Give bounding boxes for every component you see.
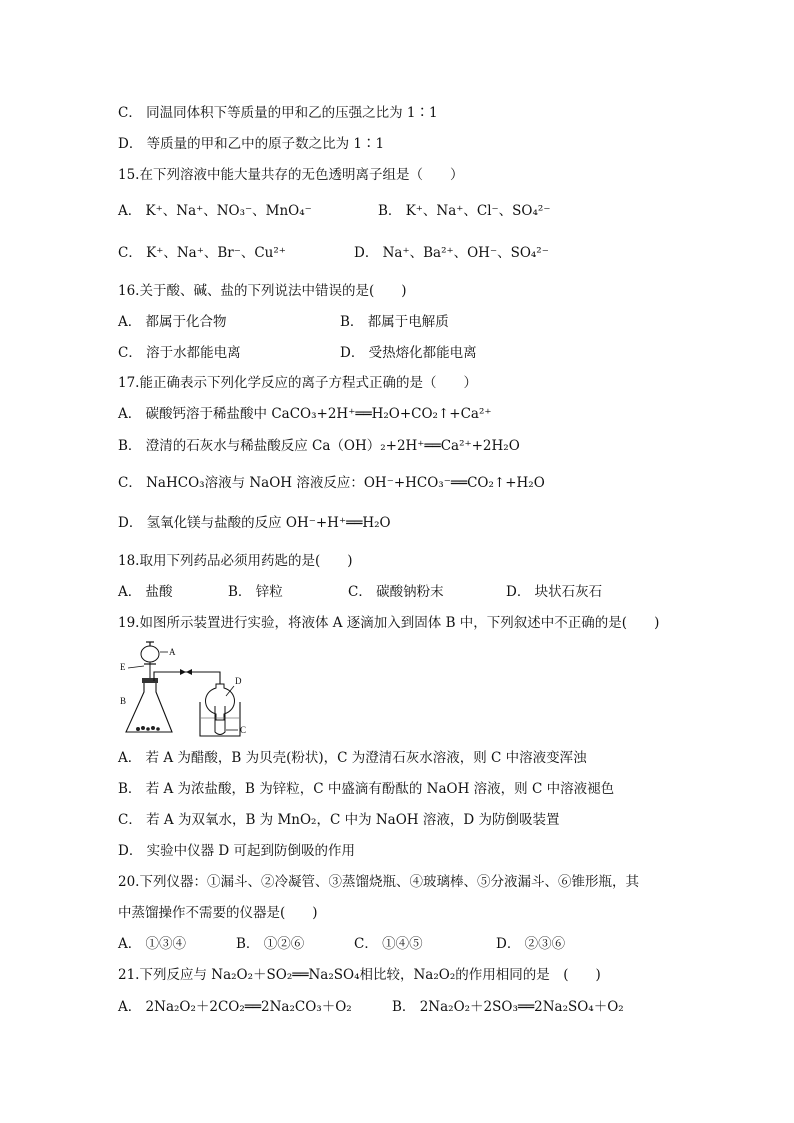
q14-option-d: D． 等质量的甲和乙中的原子数之比为 1∶1 — [118, 136, 385, 152]
q20-stem-line2: 中蒸馏操作不需要的仪器是( ) — [118, 905, 318, 921]
q18-stem: 18.取用下列药品必须用药匙的是( ) — [118, 553, 353, 569]
q20-option-d: D． ②③⑥ — [496, 936, 566, 952]
q17-option-d: D． 氢氧化镁与盐酸的反应 OH⁻+H⁺══H₂O — [118, 515, 391, 531]
apparatus-diagram — [116, 640, 256, 740]
figure-label-c: C — [240, 725, 247, 735]
q20-stem-line1: 20.下列仪器：①漏斗、②冷凝管、③蒸馏烧瓶、④玻璃棒、⑤分液漏斗、⑥锥形瓶，其 — [118, 874, 639, 890]
bulb-d-shape — [206, 684, 235, 720]
q19-stem: 19.如图所示装置进行实验，将液体 A 逐滴加入到固体 B 中，下列叙述中不正确的是( ) — [118, 615, 660, 631]
q19-option-a: A． 若 A 为醋酸，B 为贝壳(粉状)，C 为澄清石灰水溶液，则 C 中溶液变浑浊 — [118, 750, 587, 766]
q14-option-c: C． 同温同体积下等质量的甲和乙的压强之比为 1∶1 — [118, 105, 438, 121]
q16-option-d: D． 受热熔化都能电离 — [340, 345, 477, 361]
clamp-shape — [180, 669, 192, 675]
delivery-tube-shape — [154, 672, 220, 684]
q17-option-c: C． NaHCO₃溶液与 NaOH 溶液反应：OH⁻+HCO₃⁻══CO₂↑+H₂O — [118, 475, 545, 491]
figure-label-b: B — [120, 696, 127, 706]
q15-stem: 15.在下列溶液中能大量共存的无色透明离子组是（ ） — [118, 167, 464, 183]
q17-option-a: A． 碳酸钙溶于稀盐酸中 CaCO₃+2H⁺══H₂O+CO₂↑+Ca²⁺ — [118, 406, 492, 422]
q19-option-d: D． 实验中仪器 D 可起到防倒吸的作用 — [118, 843, 356, 859]
q18-option-b: B． 锌粒 — [228, 584, 283, 600]
q18-option-a: A． 盐酸 — [118, 584, 173, 600]
figure-label-e: E — [120, 662, 126, 672]
apparatus-figure — [116, 640, 256, 740]
figure-label-a: A — [169, 647, 176, 657]
q16-option-b: B． 都属于电解质 — [340, 314, 449, 330]
q20-option-a: A． ①③④ — [118, 936, 187, 952]
solid-b-particles — [136, 726, 160, 731]
q18-option-d: D． 块状石灰石 — [506, 584, 603, 600]
q16-option-a: A． 都属于化合物 — [118, 314, 227, 330]
q20-option-b: B． ①②⑥ — [236, 936, 305, 952]
q15-option-d: D． Na⁺、Ba²⁺、OH⁻、SO₄²⁻ — [354, 245, 549, 261]
conical-flask-shape — [126, 682, 172, 732]
q18-option-c: C． 碳酸钠粉末 — [348, 584, 444, 600]
q19-option-c: C． 若 A 为双氧水，B 为 MnO₂，C 中为 NaOH 溶液，D 为防倒吸装置 — [118, 812, 560, 828]
q17-option-b: B． 澄清的石灰水与稀盐酸反应 Ca（OH）₂+2H⁺══Ca²⁺+2H₂O — [118, 438, 520, 454]
q20-option-c: C． ①④⑤ — [354, 936, 423, 952]
q21-stem: 21.下列反应与 Na₂O₂＋SO₂══Na₂SO₄相比较，Na₂O₂的作用相同的是 ( ) — [118, 967, 601, 983]
q21-option-a: A． 2Na₂O₂＋2CO₂══2Na₂CO₃＋O₂ — [118, 999, 352, 1015]
q15-option-b: B． K⁺、Na⁺、Cl⁻、SO₄²⁻ — [378, 203, 551, 219]
figure-label-d: D — [235, 676, 242, 686]
q17-stem: 17.能正确表示下列化学反应的离子方程式正确的是（ ） — [118, 375, 477, 391]
q15-option-a: A． K⁺、Na⁺、NO₃⁻、MnO₄⁻ — [118, 203, 312, 219]
q16-stem: 16.关于酸、碱、盐的下列说法中错误的是( ) — [118, 283, 407, 299]
beaker-shape — [200, 702, 240, 736]
q19-option-b: B． 若 A 为浓盐酸，B 为锌粒，C 中盛滴有酚酞的 NaOH 溶液，则 C 中溶液褪色 — [118, 781, 615, 797]
q15-option-c: C． K⁺、Na⁺、Br⁻、Cu²⁺ — [118, 245, 286, 261]
funnel-bulb-shape — [141, 646, 159, 662]
q16-option-c: C． 溶于水都能电离 — [118, 345, 241, 361]
stopper-shape — [142, 678, 158, 683]
q21-option-b: B． 2Na₂O₂＋2SO₃══2Na₂SO₄＋O₂ — [392, 999, 624, 1015]
